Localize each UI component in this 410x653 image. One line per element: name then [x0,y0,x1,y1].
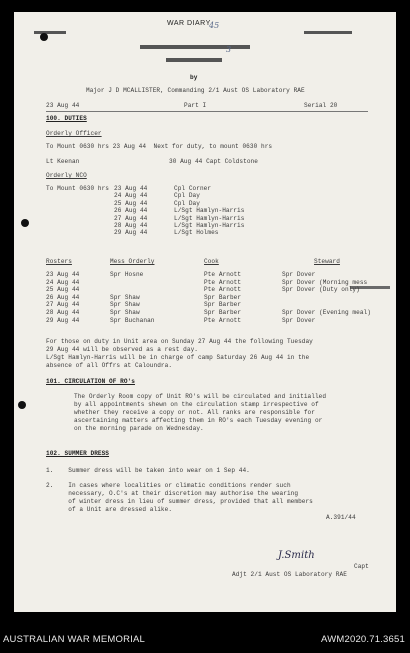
roster-date: 27 Aug 44 [46,301,80,309]
by-label: by [190,74,198,81]
section-duties-heading: 100. DUTIES [46,115,87,122]
summer-dress-line: 2. In cases where localities or climatic conditions render such [46,482,291,489]
nco-date: 25 Aug 44 [114,199,148,207]
order-serial: Serial 20 [304,102,338,109]
orderly-officer-heading: Orderly Officer [46,130,102,137]
roster-column-header: Mess Orderly [110,258,155,265]
roster-mess-orderly: Spr Shaw [110,293,140,301]
roster-note-4: absence of all Offrs at Caloundra. [46,362,173,369]
nco-name: Cpl Corner [174,185,212,192]
roster-date: 25 Aug 44 [46,286,80,294]
roster-note-3: L/Sgt Hamlyn-Harris will be in charge of camp Saturday 26 Aug 44 in the [46,354,310,361]
roster-steward: Spr Dover [282,316,316,324]
roster-steward: Spr Dover (Evening meal) [282,309,371,316]
section-summer-dress-heading: 102. SUMMER DRESS [46,450,110,457]
redaction-heading [166,58,222,62]
roster-steward: Spr Dover (Morning mess [282,278,368,286]
redaction-mark [304,31,352,34]
roster-date: 23 Aug 44 [46,271,80,278]
summer-dress-line: of winter dress in lieu of summer dress, provided that all members [46,498,313,505]
handwritten-number: 45 [209,21,220,30]
signature-title: Adjt 2/1 Aust OS Laboratory RAE [232,571,347,578]
roster-note-1: For those on duty in Unit area on Sunday 27 Aug 44 the following Tuesday [46,338,313,345]
punch-hole [18,401,26,409]
circulation-line: by all appointments shewn on the circulation stamp irrespective of [74,401,319,408]
nco-name: L/Sgt Holmes [174,229,219,237]
punch-hole [21,219,29,227]
roster-cook: Pte Arnott [204,286,242,294]
divider [46,111,368,112]
nco-name: Cpl Day [174,192,200,200]
roster-column-header: Cook [204,258,219,265]
orderly-officer-name: Lt Keenan [46,158,80,165]
roster-mess-orderly: Spr Shaw [110,301,140,309]
footer-accession-number: AWM2020.71.3651 [321,634,405,645]
summer-dress-line: necessary, O.C's at their discretion may authorise the wearing [46,490,299,497]
document-page [14,12,396,612]
nco-name: L/Sgt Hamlyn-Harris [174,207,245,215]
orderly-nco-prefix: To Mount 0630 hrs [46,185,110,192]
roster-steward: Spr Dover [282,271,316,278]
roster-note-2: 29 Aug 44 will be observed as a rest day. [46,346,198,353]
roster-steward: Spr Dover (Duty only) [282,286,360,294]
nco-date: 23 Aug 44 [114,185,148,192]
footer-bar [0,627,410,653]
orderly-nco-heading: Orderly NCO [46,172,87,179]
circulation-line: ascertaining matters affecting them in RO's each Tuesday evening or [74,417,323,424]
order-date: 23 Aug 44 [46,102,80,109]
roster-cook: Spr Barber [204,309,242,316]
orderly-officer-line1: To Mount 0630 hrs 23 Aug 44 Next for duty, to mount 0630 hrs [46,143,273,150]
punch-hole [40,33,48,41]
handwritten-amend: 3 [226,45,232,54]
nco-name: L/Sgt Hamlyn-Harris [174,214,245,222]
reference-number: A.391/44 [326,514,356,521]
roster-date: 28 Aug 44 [46,309,80,316]
circulation-line: The Orderly Room copy of Unit RO's will be circulated and initialled [74,393,327,400]
signature-rank: Capt [354,563,369,570]
nco-date: 29 Aug 44 [114,229,148,237]
roster-cook: Pte Arnott [204,316,242,324]
nco-date: 26 Aug 44 [114,207,148,215]
signature: J.Smith [278,550,315,561]
circulation-line: whether they receive a copy or not. All ranks are responsible for [74,409,315,416]
order-part: Part I [184,102,207,109]
redaction-mark [34,31,66,34]
summer-dress-item-1: 1. Summer dress will be taken into wear on 1 Sep 44. [46,467,250,474]
nco-date: 28 Aug 44 [114,222,148,229]
roster-mess-orderly: Spr Buchanan [110,316,155,324]
summer-dress-line: of a Unit are dressed alike. [46,506,173,513]
section-circulation-heading: 101. CIRCULATION OF RO's [46,378,135,385]
redaction-heading [140,45,250,49]
roster-cook: Pte Arnott [204,278,242,286]
roster-cook: Spr Barber [204,301,242,309]
roster-cook: Spr Barber [204,293,242,301]
roster-mess-orderly: Spr Shaw [110,309,140,316]
footer-institution: AUSTRALIAN WAR MEMORIAL [3,634,146,645]
roster-mess-orderly: Spr Hosne [110,271,144,278]
commander-line: Major J D MCALLISTER, Commanding 2/1 Aust OS Laboratory RAE [86,87,305,94]
nco-date: 27 Aug 44 [114,214,148,222]
orderly-officer-next: 30 Aug 44 Capt Coldstone [169,158,258,165]
nco-name: Cpl Day [174,199,200,207]
circulation-line: on the morning parade on Wednesday. [74,425,204,432]
roster-column-header: Rosters [46,258,72,265]
nco-date: 24 Aug 44 [114,192,148,200]
roster-cook: Pte Arnott [204,271,242,278]
nco-name: L/Sgt Hamlyn-Harris [174,222,245,229]
roster-column-header: Steward [314,258,340,265]
war-diary-title: WAR DIARY [167,20,211,27]
roster-date: 29 Aug 44 [46,316,80,324]
roster-date: 26 Aug 44 [46,293,80,301]
roster-date: 24 Aug 44 [46,278,80,286]
